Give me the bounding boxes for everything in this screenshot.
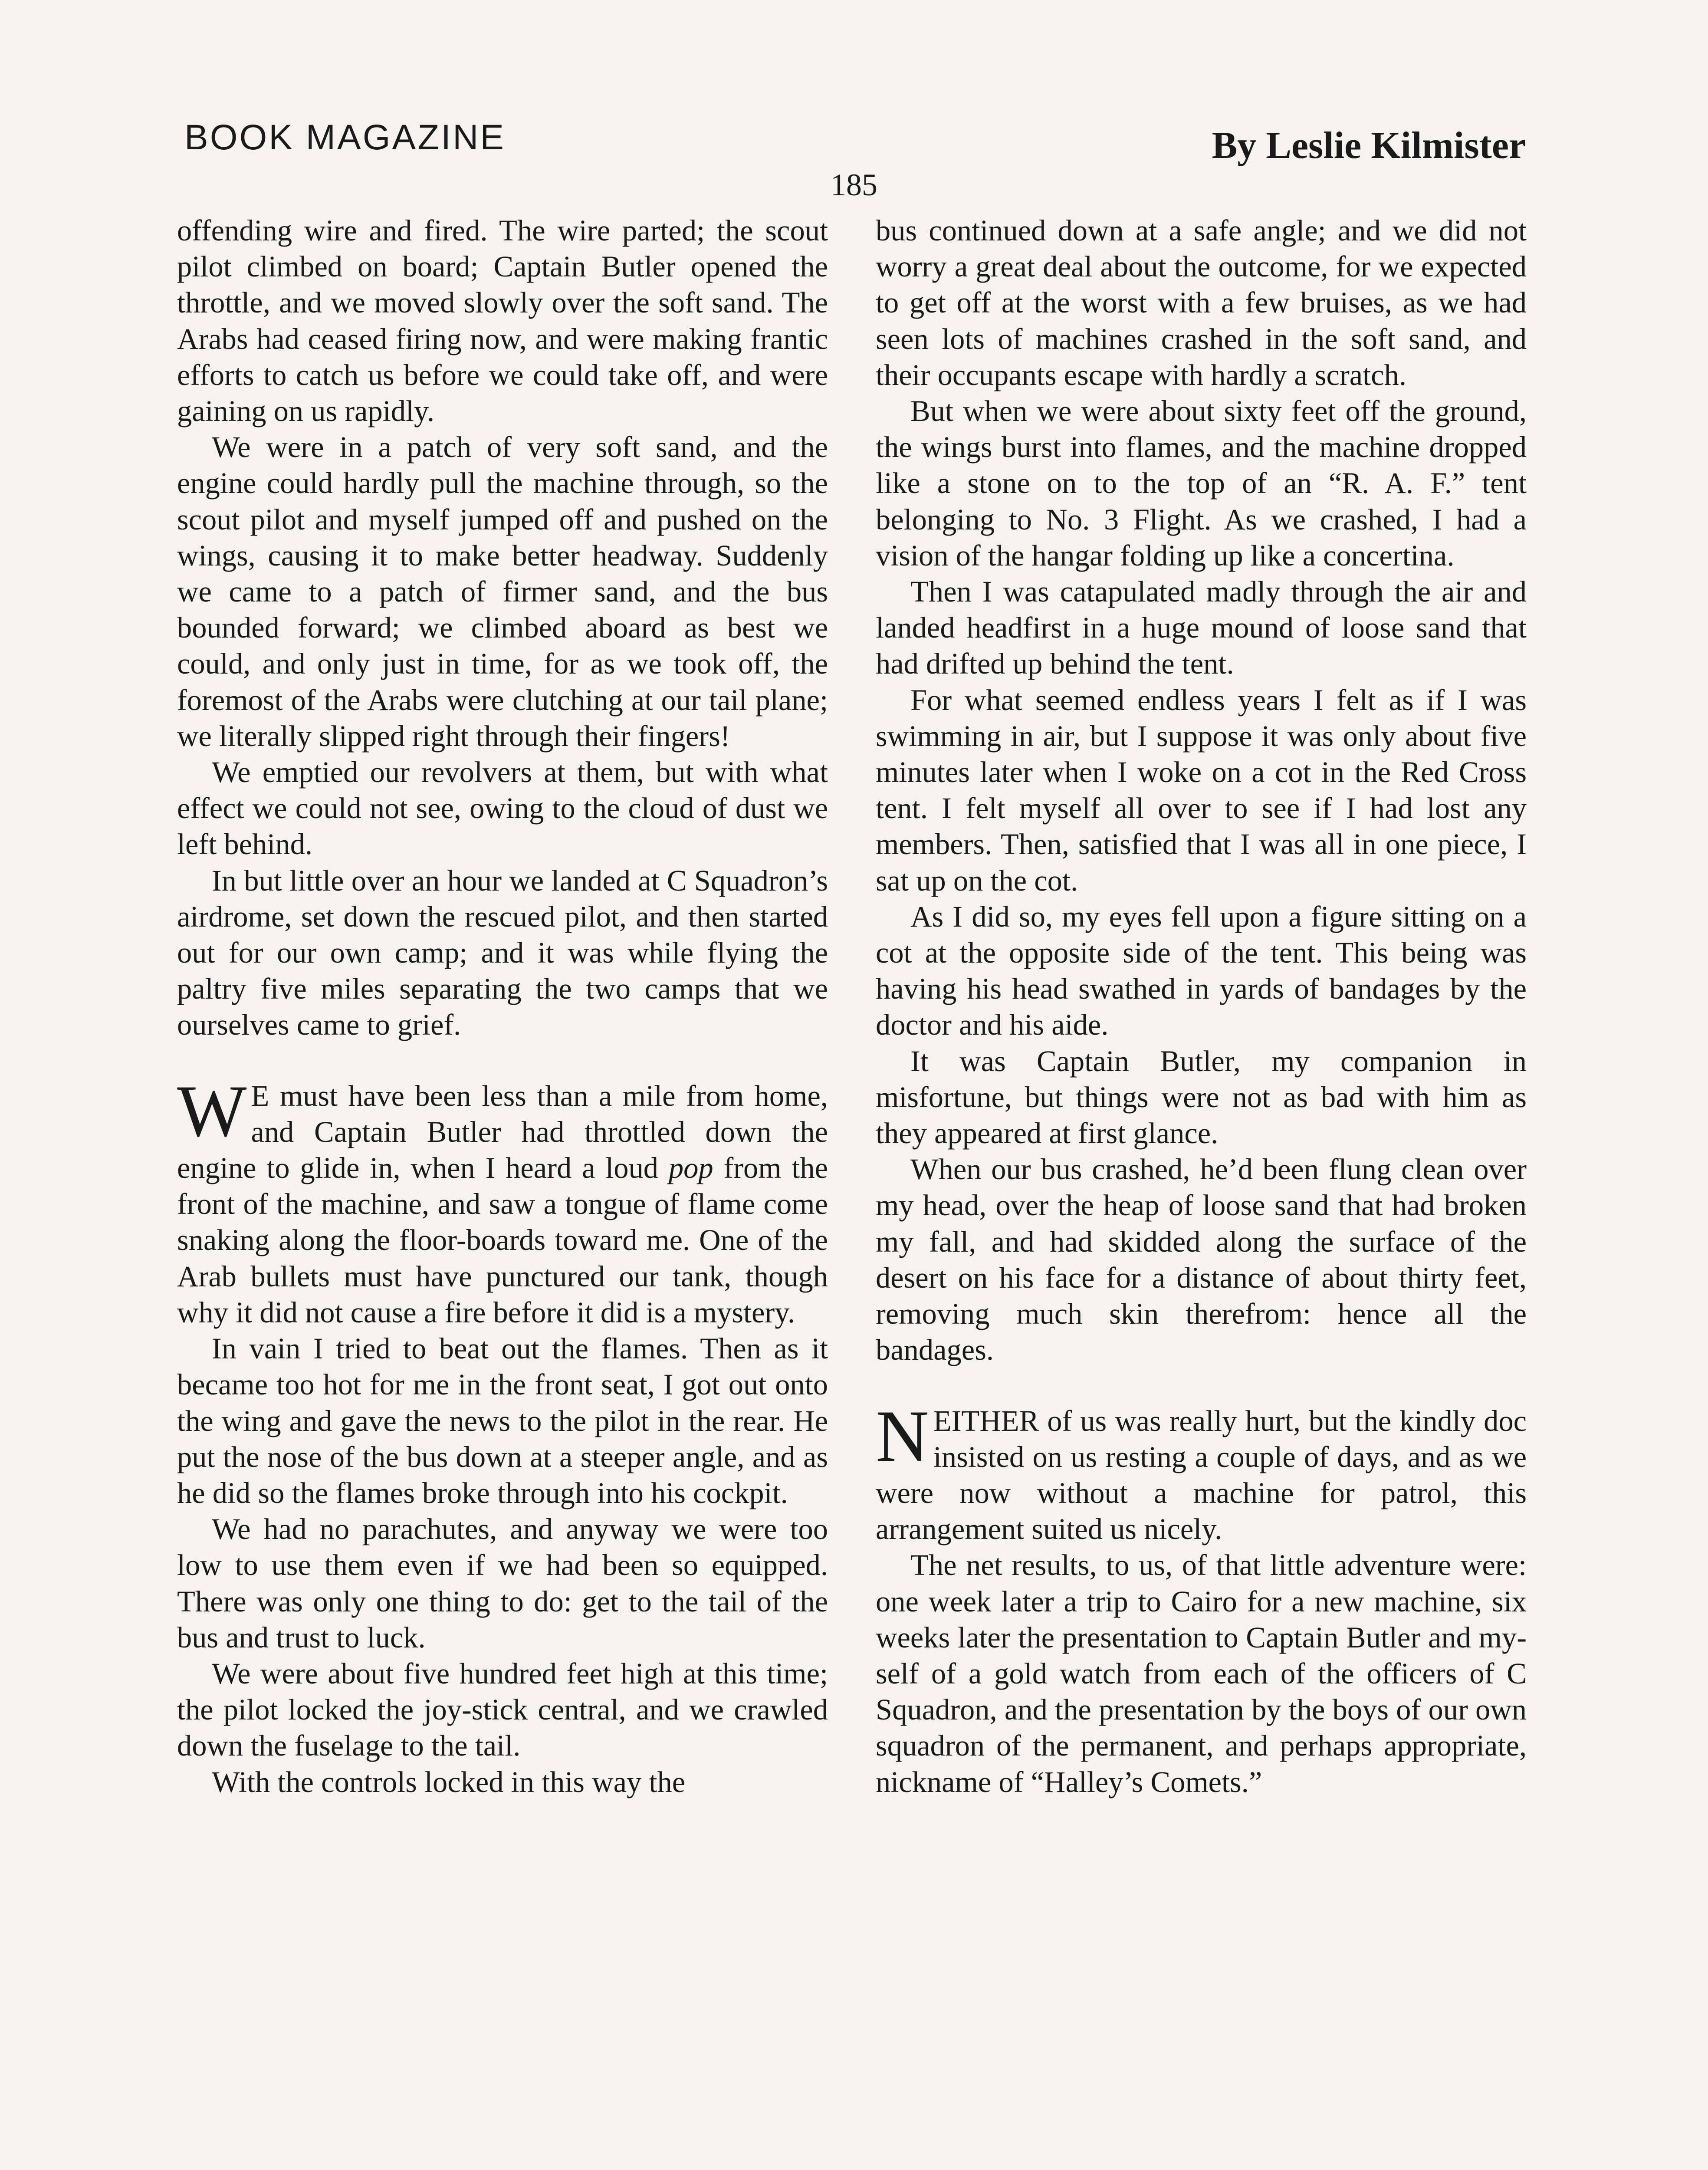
paragraph-text: from the front of the machine, and saw a tongue of flame come snaking along the floor-boards toward me. One of the Arab bullets must have punctured our tank, though why it did not cause a fire before it did is a mystery. [177,1151,828,1329]
paragraph: For what seemed endless years I felt as if I was swimming in air, but I suppose it was only about five minutes later when I woke on a cot in the Red Cross tent. I felt myself all over to see if I had lost any members. Then, satisfied that I was all in one piece, I sat up on the cot. [876,683,1527,897]
paragraph: offending wire and fired. The wire parted; the scout pilot climbed on board; Captain Butler opened the throttle, and we moved slowly over the soft sand. The Arabs had ceased firing now, and were making frantic efforts to catch us before we could take off, and were gaining on us rapidly. [177,214,828,428]
emphasis-text: pop [668,1151,713,1185]
paragraph: Then I was catapulated madly through the air and landed headfirst in a huge mound of loose sand that had drifted up behind the tent. [876,575,1527,681]
section-opening-paragraph [876,1395,1527,1548]
left-column [177,213,828,1800]
drop-cap: W [177,1070,247,1152]
section-opening-paragraph [177,1070,828,1331]
paragraph: We had no parachutes, and anyway we were too low to use them even if we had been so equipped. There was only one thing to do: get to the tail of the bus and trust to luck. [177,1512,828,1654]
paragraph: It was Captain Butler, my companion in misfortune, but things were not as bad with him as they appeared at first glance. [876,1044,1527,1150]
right-column [876,213,1527,1800]
paragraph-text: EITHER of us was really hurt, but the kindly doc insisted on us resting a couple of days, and as we were now without a machine for patrol, this arrangement suited us nicely. [876,1404,1527,1546]
paragraph: We were about five hundred feet high at this time; the pilot locked the joy-stick central, and we crawled down the fuselage to the tail. [177,1657,828,1762]
paragraph: In vain I tried to beat out the flames. Then as it became too hot for me in the front seat, I got out onto the wing and gave the news to the pilot in the rear. He put the nose of the bus down at a steeper angle, and as he did so the flames broke through into his cockpit. [177,1332,828,1509]
paragraph: As I did so, my eyes fell upon a figure sitting on a cot at the opposite side of the tent. This being was having his head swathed in yards of bandages by the doctor and his aide. [876,900,1527,1042]
paragraph: With the controls locked in this way the [212,1765,686,1798]
paragraph: We emptied our revolvers at them, but with what effect we could not see, owing to the cloud of dust we left behind. [177,756,828,861]
paragraph: bus continued down at a safe angle; and we did not worry a great deal about the outcome, for we expected to get off at the worst with a few bruises, as we had seen lots of machines crashed in the soft sand, and their occupants escape with hardly a scratch. [876,214,1527,391]
paragraph: We were in a patch of very soft sand, and the engine could hardly pull the machine through, so the scout pilot and myself jumped off and pushed on the wings, causing it to make better headway. Suddenly we came to a patch of firmer sand, and the bus bounded forward; we climbed aboard as best we could, and only just in time, for as we took off, the foremost of the Arabs were clutching at our tail plane; we literally slipped right through their fingers! [177,431,828,753]
byline: By Leslie Kilmister [1212,125,1526,167]
page-number: 185 [831,168,877,202]
paragraph: But when we were about sixty feet off the ground, the wings burst into flames, and the machine dropped like a stone on to the top of an “R. A. F.” tent belonging to No. 3 Flight. As we crashed, I had a vision of the hangar folding up like a concertina. [876,395,1527,572]
paragraph: In but little over an hour we landed at C Squadron’s airdrome, set down the rescued pilot, and then started out for our own camp; and it was while flying the paltry five miles separating the two camps that we ourselves came to grief. [177,864,828,1042]
publication-title: BOOK MAGAZINE [184,118,506,157]
paragraph: The net results, to us, of that little adventure were: one week later a trip to Cairo for a new machine, six weeks later the presentation to Captain Butler and myself of a gold watch from each of the officers of C Squadron, and the presentation by the boys of our own squadron of the permanent, and perhaps appropriate, nickname of “Halley’s Comets.” [876,1549,1527,1798]
drop-cap: N [876,1395,929,1477]
paragraph-text: E must have been less than a mile from home, and Captain Butler had throttled down the engine to glide in, when I heard a loud [177,1079,828,1185]
paragraph: When our bus crashed, he’d been flung clean over my head, over the heap of loose sand that had broken my fall, and had skidded along the surface of the desert on his face for a distance of about thirty feet, removing much skin therefrom: hence all the bandages. [876,1153,1527,1367]
